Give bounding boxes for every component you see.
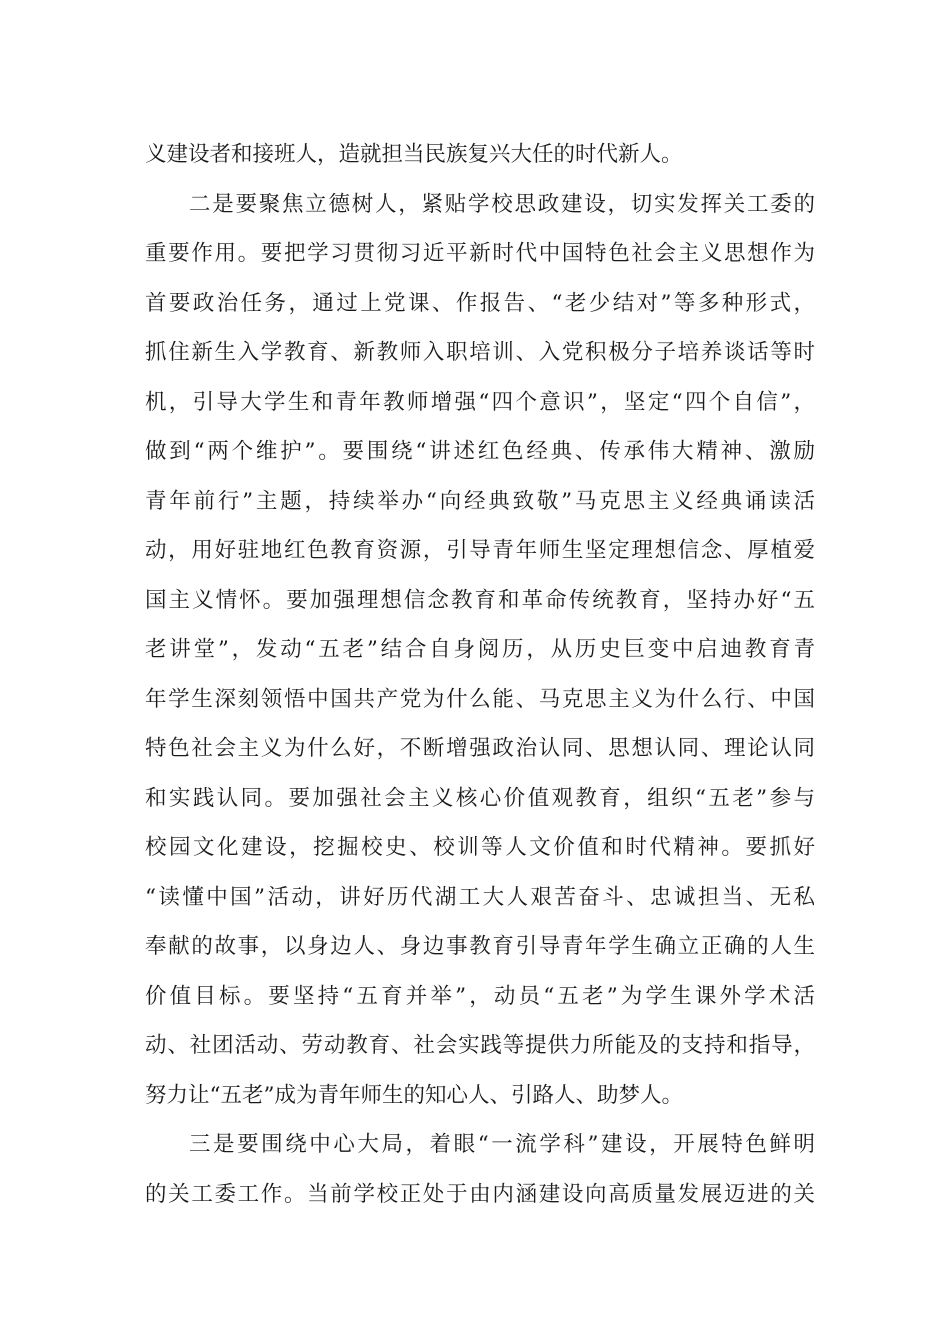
text-line: 抓住新生入学教育、新教师入职培训、入党积极分子培养谈话等时 xyxy=(145,340,815,365)
text-line: 动，用好驻地红色教育资源，引导青年师生坚定理想信念、厚植爱 xyxy=(145,538,815,563)
text-line: 做到“两个维护”。要围绕“讲述红色经典、传承伟大精神、激励 xyxy=(145,439,815,464)
text-line: 首要政治任务，通过上党课、作报告、“老少结对”等多种形式， xyxy=(145,290,815,316)
text-line: 努力让“五老”成为青年师生的知心人、引路人、助梦人。 xyxy=(145,1082,683,1108)
text-line: 和实践认同。要加强社会主义核心价值观教育，组织“五老”参与 xyxy=(145,785,815,811)
text-line: 价值目标。要坚持“五育并举”，动员“五老”为学生课外学术活 xyxy=(145,983,815,1009)
text-line: 重要作用。要把学习贯彻习近平新时代中国特色社会主义思想作为 xyxy=(145,241,815,266)
text-line: 二是要聚焦立德树人，紧贴学校思政建设，切实发挥关工委的 xyxy=(189,191,815,217)
text-line: 校园文化建设，挖掘校史、校训等人文价值和时代精神。要抓好 xyxy=(145,835,815,860)
text-line: 义建设者和接班人，造就担当民族复兴大任的时代新人。 xyxy=(145,142,683,167)
text-line: 年学生深刻领悟中国共产党为什么能、马克思主义为什么行、中国 xyxy=(145,686,815,712)
text-line: 国主义情怀。要加强理想信念教育和革命传统教育，坚持办好“五 xyxy=(145,587,815,613)
text-line: 老讲堂”，发动“五老”结合自身阅历，从历史巨变中启迪教育青 xyxy=(145,637,815,662)
text-line: 动、社团活动、劳动教育、社会实践等提供力所能及的支持和指导， xyxy=(145,1033,815,1058)
text-line: 奉献的故事，以身边人、身边事教育引导青年学生确立正确的人生 xyxy=(145,934,815,959)
body-text xyxy=(145,130,815,1219)
text-line: 特色社会主义为什么好，不断增强政治认同、思想认同、理论认同 xyxy=(145,736,815,761)
text-line: 青年前行”主题，持续举办“向经典致敬”马克思主义经典诵读活 xyxy=(145,488,815,514)
text-line: 三是要围绕中心大局，着眼“一流学科”建设，开展特色鲜明 xyxy=(189,1132,815,1157)
text-line: 的关工委工作。当前学校正处于由内涵建设向高质量发展迈进的关 xyxy=(145,1181,815,1207)
text-line: “读懂中国”活动，讲好历代湖工大人艰苦奋斗、忠诚担当、无私 xyxy=(145,884,815,910)
text-line: 机，引导大学生和青年教师增强“四个意识”，坚定“四个自信”， xyxy=(145,389,815,415)
